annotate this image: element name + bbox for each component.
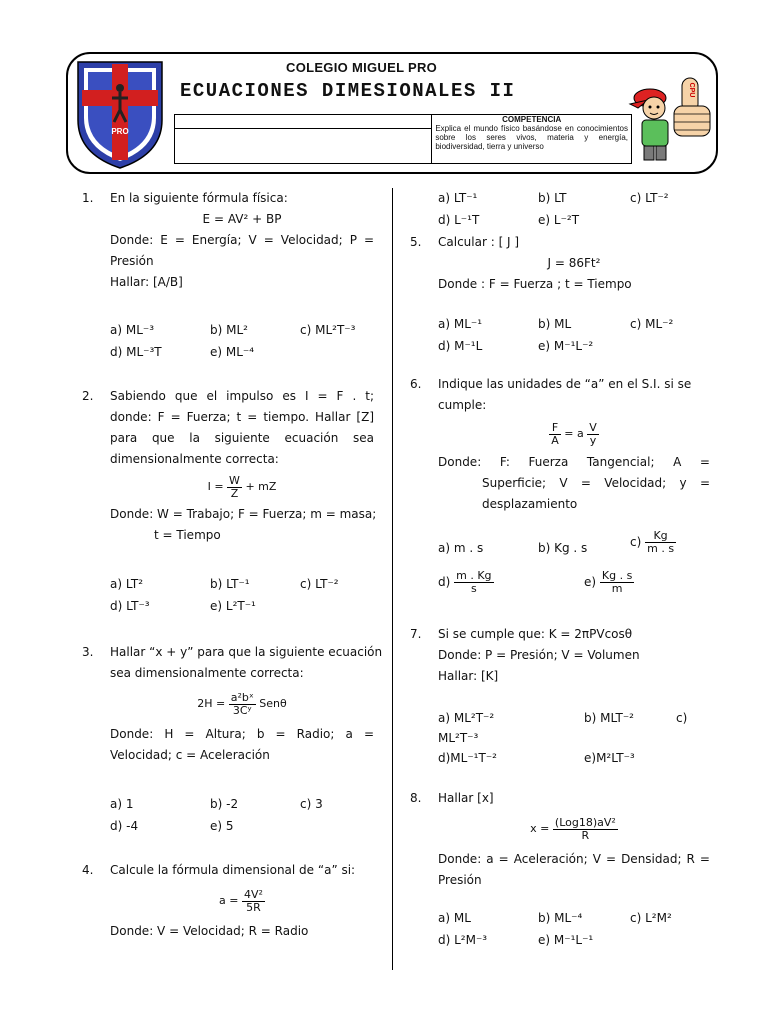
formula: $\frac{F}{A}$ = a $\frac{V}{y}$ (551, 420, 597, 447)
option-a: a) LT⁻¹ (438, 191, 478, 205)
option-e: e) M⁻¹L⁻² (538, 339, 594, 353)
question-text: Indique las unidades de “a” en el S.I. si se (438, 377, 692, 391)
question-number: 2. (82, 389, 94, 403)
option-b: b) Kg . s (538, 541, 588, 555)
option-c: c) (676, 711, 688, 725)
formula: J = 86Ft² (547, 256, 601, 270)
option-b: b) -2 (210, 797, 239, 811)
option-b: b) ML⁻⁴ (538, 911, 583, 925)
option-e: e)M²LT⁻³ (584, 751, 635, 765)
option-c: c) ML²T⁻³ (300, 323, 356, 337)
competencia-text: Explica el mundo físico basándose en conocimientos sobre los seres vivos, materia y energía, biodiversidad, tierra y universo (435, 124, 628, 151)
option-e: e) 5 (210, 819, 234, 833)
question-text: Donde: F: Fuerza Tangencial; A = (438, 455, 710, 469)
option-a: a) ML (438, 911, 471, 925)
question-text: Calcule la fórmula dimensional de “a” si: (110, 863, 356, 877)
column-divider (392, 188, 393, 970)
question-text: Donde: H = Altura; b = Radio; a = (110, 727, 374, 741)
worksheet-title: ECUACIONES DIMESIONALES II (180, 80, 516, 102)
option-e: e) $\frac{Kg . s}{m}$ (584, 569, 633, 595)
header-cell-blank-2 (175, 129, 432, 164)
option-c: c) $\frac{Kg}{m . s}$ (630, 529, 675, 555)
option-b: b) LT (538, 191, 567, 205)
option-a: a) m . s (438, 541, 484, 555)
question-text: Hallar “x + y” para que la siguiente ecuación (110, 645, 383, 659)
question-text: Presión (438, 873, 482, 887)
option-e: e) L⁻²T (538, 213, 580, 227)
option-b: b) ML (538, 317, 572, 331)
svg-text:CPU: CPU (688, 82, 695, 98)
option-b: b) LT⁻¹ (210, 577, 250, 591)
option-e: e) ML⁻⁴ (210, 345, 255, 359)
question-text: Donde: P = Presión; V = Volumen (438, 648, 640, 662)
option-b: b) MLT⁻² (584, 711, 634, 725)
option-d: d) L²M⁻³ (438, 933, 488, 947)
option-d: d) ML⁻³T (110, 345, 162, 359)
question-text: Donde: E = Energía; V = Velocidad; P = (110, 233, 374, 247)
option-a: a) LT² (110, 577, 144, 591)
option-b: b) ML² (210, 323, 248, 337)
question-text: Sabiendo que el impulso es I = F . t; (110, 389, 374, 403)
svg-text:PRO: PRO (111, 127, 129, 136)
question-text: Hallar [x] (438, 791, 494, 805)
question-text: t = Tiempo (154, 528, 221, 542)
header-cell-blank (175, 115, 432, 129)
question-text: Superficie; V = Velocidad; y = (482, 476, 710, 490)
option-c: c) LT⁻² (300, 577, 339, 591)
school-name: COLEGIO MIGUEL PRO (286, 60, 438, 75)
question-number: 6. (410, 377, 422, 391)
question-text: cumple: (438, 398, 487, 412)
option-d: d) M⁻¹L (438, 339, 483, 353)
question-4-options (410, 188, 710, 232)
option-c-value: ML²T⁻³ (438, 731, 479, 745)
option-d: d) LT⁻³ (110, 599, 150, 613)
question-text: sea dimensionalmente correcta: (110, 666, 304, 680)
option-d: d)ML⁻¹T⁻² (438, 751, 497, 765)
question-text: Donde: V = Velocidad; R = Radio (110, 924, 309, 938)
competencia-cell (432, 115, 632, 164)
option-c: c) 3 (300, 797, 323, 811)
question-text: para que la siguiente ecuación sea (110, 431, 374, 445)
option-a: a) ML²T⁻² (438, 711, 495, 725)
mascot-thumbs-up-icon (628, 72, 714, 164)
question-number: 1. (82, 191, 94, 205)
option-e: e) L²T⁻¹ (210, 599, 256, 613)
formula: 2H = $\frac{\text{a²bˣ}}{\text{3Cʸ}}$ Senθ (197, 690, 287, 717)
question-text: Hallar: [K] (438, 669, 499, 683)
question-text: En la siguiente fórmula física: (110, 191, 288, 205)
option-d: d) -4 (110, 819, 139, 833)
question-number: 3. (82, 645, 94, 659)
option-c: c) LT⁻² (630, 191, 669, 205)
question-text: Presión (110, 254, 154, 268)
option-c: c) L²M² (630, 911, 672, 925)
question-text: donde: F = Fuerza; t = tiempo. Hallar [Z] (110, 410, 374, 424)
question-text: Calcular : [ J ] (438, 235, 520, 249)
option-a: a) ML⁻³ (110, 323, 155, 337)
question-text: Velocidad; c = Aceleración (110, 748, 270, 762)
question-number: 5. (410, 235, 422, 249)
competencia-label: COMPETENCIA (502, 115, 562, 124)
question-text: Hallar: [A/B] (110, 275, 183, 289)
question-text: Donde: a = Aceleración; V = Densidad; R = (438, 852, 710, 866)
formula: I = $\frac{W}{Z}$ + mZ (207, 473, 277, 500)
formula: E = AV² + BP (202, 212, 282, 226)
question-number: 7. (410, 627, 422, 641)
option-a: a) ML⁻¹ (438, 317, 483, 331)
question-number: 8. (410, 791, 422, 805)
formula: a = $\frac{\text{4V²}}{5R}$ (219, 887, 263, 914)
header-table (174, 114, 632, 164)
question-text: dimensionalmente correcta: (110, 452, 279, 466)
formula: x = $\frac{\text{(Log18)aV²}}{R}$ (530, 815, 616, 842)
option-d: d) L⁻¹T (438, 213, 480, 227)
option-a: a) 1 (110, 797, 134, 811)
question-text: Si se cumple que: K = 2πPVcosθ (438, 627, 633, 641)
school-shield-logo (74, 58, 166, 170)
question-text: Donde : F = Fuerza ; t = Tiempo (438, 277, 632, 291)
question-text: Donde: W = Trabajo; F = Fuerza; m = masa; (110, 507, 377, 521)
question-text: desplazamiento (482, 497, 578, 511)
option-d: d) $\frac{m . Kg}{s}$ (438, 569, 492, 595)
option-e: e) M⁻¹L⁻¹ (538, 933, 594, 947)
question-number: 4. (82, 863, 94, 877)
option-c: c) ML⁻² (630, 317, 674, 331)
